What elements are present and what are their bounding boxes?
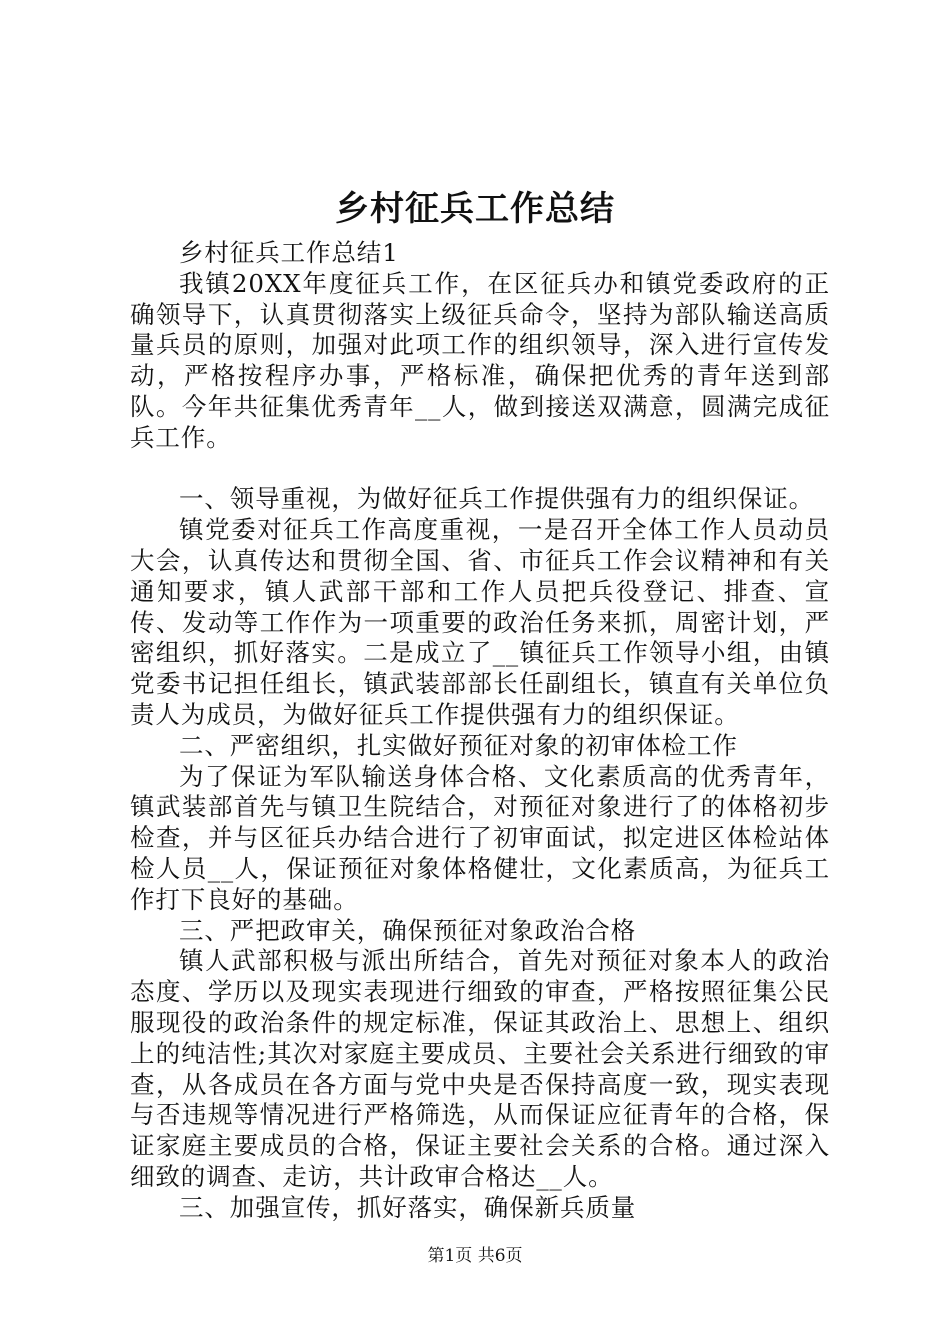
section-heading-4: 三、加强宣传，抓好落实，确保新兵质量 [179,1192,637,1222]
document-title: 乡村征兵工作总结 [335,189,615,229]
page-number: 第1页 共6页 [427,1246,523,1266]
document-body [130,238,830,1224]
paragraph-intro: 我镇20XX年度征兵工作，在区征兵办和镇党委政府的正确领导下，认真贯彻落实上级征兵命令，坚持为部队输送高质量兵员的原则，加强对此项工作的组织领导，深入进行宣传发动，严格按程序办事，严格标准，确保把优秀的青年送到部队。今年共征集优秀青年__人，做到接送双满意，圆满完成征兵工作。 [130,268,830,452]
section-heading-3: 三、严把政审关，确保预征对象政治合格 [179,915,637,945]
paragraph-section-3: 镇人武部积极与派出所结合，首先对预征对象本人的政治态度、学历以及现实表现进行细致的审查，严格按照征集公民服现役的政治条件的规定标准，保证其政治上、思想上、组织上的纯洁性;其次对家庭主要成员、主要社会关系进行细致的审查，从各成员在各方面与党中央是否保持高度一致，现实表现与否违规等情况进行严格筛选，从而保证应征青年的合格，保证家庭主要成员的合格，保证主要社会关系的合格。通过深入细致的调查、走访，共计政审合格达__人。 [130,946,830,1191]
paragraph-section-2: 为了保证为军队输送身体合格、文化素质高的优秀青年，镇武装部首先与镇卫生院结合，对预征对象进行了的体格初步检查，并与区征兵办结合进行了初审面试，拟定进区体检站体检人员__人，保证预征对象体格健壮，文化素质高，为征兵工作打下良好的基础。 [130,761,830,914]
section-heading-2: 二、严密组织，扎实做好预征对象的初审体检工作 [179,730,738,760]
section-heading-1: 一、领导重视，为做好征兵工作提供强有力的组织保证。 [179,484,814,514]
paragraph-section-1: 镇党委对征兵工作高度重视，一是召开全体工作人员动员大会，认真传达和贯彻全国、省、市征兵工作会议精神和有关通知要求，镇人武部干部和工作人员把兵役登记、排查、宣传、发动等工作作为一项重要的政治任务来抓，周密计划，严密组织，抓好落实。二是成立了__镇征兵工作领导小组，由镇党委书记担任组长，镇武装部部长任副组长，镇直有关单位负责人为成员，为做好征兵工作提供强有力的组织保证。 [130,515,830,729]
paragraph-subtitle: 乡村征兵工作总结1 [179,238,399,267]
